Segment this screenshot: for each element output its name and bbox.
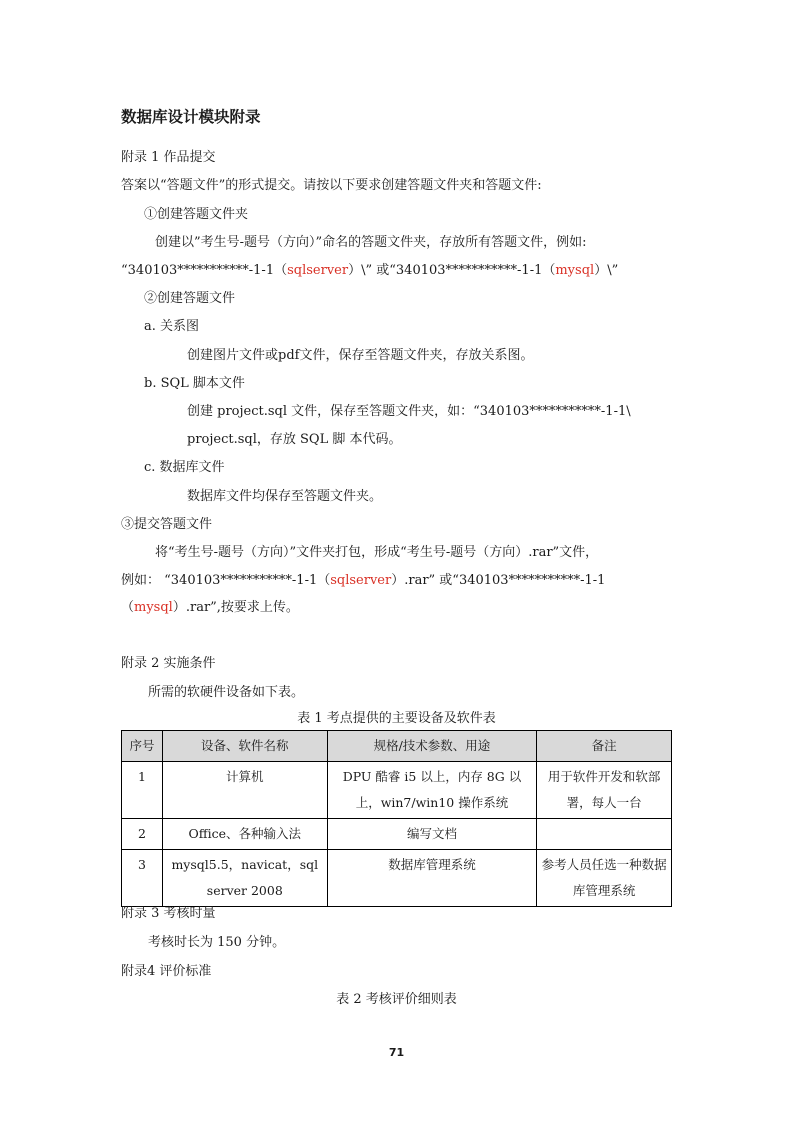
archive-example-2: [121, 599, 299, 617]
archive-example-mid: ）.rar” 或“340103***********-1-1: [391, 573, 606, 588]
table-row: [122, 819, 672, 850]
item-c-label: c. 数据库文件: [144, 460, 225, 475]
step2-label: ②创建答题文件: [144, 291, 236, 306]
table-cell-note: [537, 819, 672, 850]
item-a-label: a. 关系图: [144, 319, 200, 334]
table-header-cell: 设备、软件名称: [162, 731, 327, 762]
folder-example-b-direction: mysql: [555, 263, 595, 278]
archive-example2-suffix: ）.rar”,按要求上传。: [172, 600, 299, 615]
table-header-row: [122, 731, 672, 762]
step1-desc: 创建以”考生号-题号（方向）”命名的答题文件夹，存放所有答题文件，例如:: [155, 235, 587, 250]
table2-caption: 表 2 考核评价细则表: [336, 992, 457, 1007]
table-cell-spec: 数据库管理系统: [327, 850, 537, 907]
table-row: [122, 762, 672, 819]
item-b-desc-line2: project.sql，存放 SQL 脚 本代码。: [187, 432, 402, 447]
item-b-desc-line1: 创建 project.sql 文件，保存至答题文件夹，如：“340103***********-1-1\: [187, 404, 631, 419]
appendix3-desc: 考核时长为 150 分钟。: [148, 935, 286, 950]
table-row: [122, 850, 672, 907]
item-b-label: b. SQL 脚本文件: [144, 376, 245, 391]
folder-example: [121, 262, 618, 280]
appendix2-intro: 所需的软硬件设备如下表。: [148, 685, 305, 700]
table-cell-spec: 编写文档: [327, 819, 537, 850]
folder-example-a-suffix: ）\” 或“340103***********-1-1（: [348, 263, 556, 278]
appendix3-title: 附录 3 考核时量: [121, 906, 216, 921]
appendix2-title: 附录 2 实施条件: [121, 656, 216, 671]
table-cell-name: Office、各种输入法: [162, 819, 327, 850]
archive-example-prefix: 例如： “340103***********-1-1（: [121, 573, 331, 588]
table-header-cell: 序号: [122, 731, 163, 762]
folder-example-b-suffix: ）\”: [594, 263, 619, 278]
appendix1-intro: 答案以“答题文件”的形式提交。请按以下要求创建答题文件夹和答题文件:: [121, 178, 542, 193]
archive-example-direction: sqlserver: [330, 573, 392, 588]
table-cell-note: 参考人员任选一种数据库管理系统: [537, 850, 672, 907]
equipment-table: [121, 730, 672, 907]
table-cell-no: 1: [122, 762, 163, 819]
table-cell-no: 2: [122, 819, 163, 850]
table-cell-name: 计算机: [162, 762, 327, 819]
table-cell-spec: DPU 酷睿 i5 以上，内存 8G 以上，win7/win10 操作系统: [327, 762, 537, 819]
step3-label: ③提交答题文件: [121, 517, 213, 532]
archive-example2-direction: mysql: [134, 600, 173, 615]
table-header-cell: 规格/技术参数、用途: [327, 731, 537, 762]
folder-example-a-direction: sqlserver: [287, 263, 349, 278]
folder-example-a-prefix: “340103***********-1-1（: [121, 263, 288, 278]
table1-caption: 表 1 考点提供的主要设备及软件表: [297, 711, 496, 726]
step1-label: ①创建答题文件夹: [144, 207, 249, 222]
page-number: 71: [388, 1046, 405, 1059]
table-cell-no: 3: [122, 850, 163, 907]
archive-example-1: [121, 572, 605, 590]
step3-desc: 将“考生号-题号（方向）”文件夹打包，形成“考生号-题号（方向）.rar”文件，: [155, 545, 599, 560]
table-header-cell: 备注: [537, 731, 672, 762]
archive-example2-prefix: （: [121, 600, 135, 615]
table-cell-note: 用于软件开发和软部署，每人一台: [537, 762, 672, 819]
appendix1-title: 附录 1 作品提交: [121, 150, 216, 165]
item-a-desc: 创建图片文件或pdf文件，保存至答题文件夹，存放关系图。: [187, 348, 534, 363]
page-heading: 数据库设计模块附录: [121, 108, 261, 126]
table-cell-name: mysql5.5，navicat，sql server 2008: [162, 850, 327, 907]
item-c-desc: 数据库文件均保存至答题文件夹。: [187, 489, 383, 504]
appendix4-title: 附录4 评价标准: [121, 964, 212, 979]
